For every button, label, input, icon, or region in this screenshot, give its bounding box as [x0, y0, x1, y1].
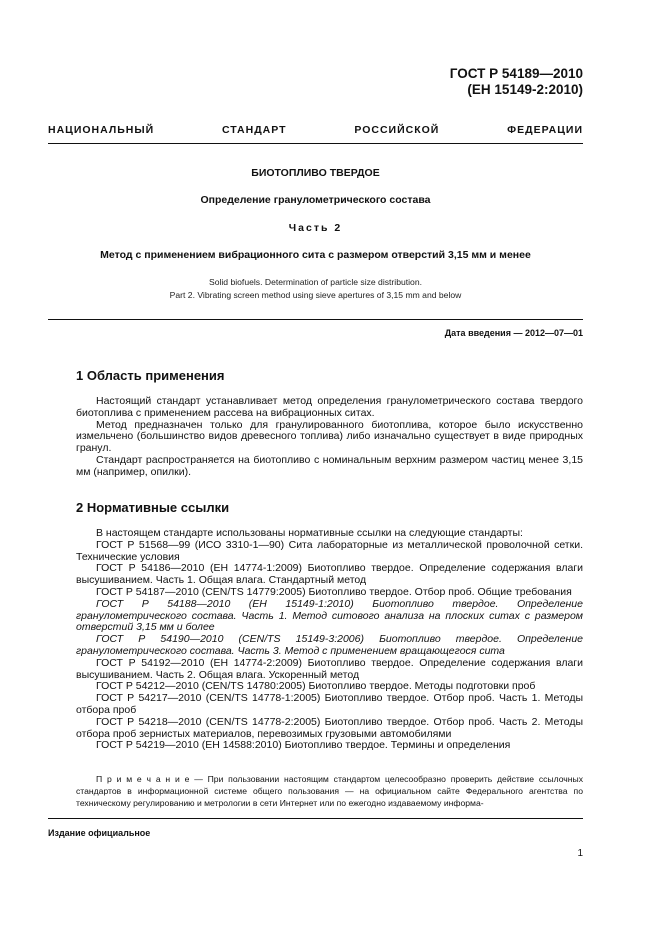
note-text: П р и м е ч а н и е — При пользовании настоящим стандартом целесообразно проверить действие ссылочных стандартов в информационной системе общего пользования — на официальном сайте Федерального агентства по техническому регулированию и метрологии в сети Интернет или по ежегодно издаваемому информа- — [76, 774, 583, 809]
reference-item: ГОСТ Р 54219—2010 (ЕН 14588:2010) Биотопливо твердое. Термины и определения — [96, 739, 511, 752]
doc-method: Метод с применением вибрационного сита с размером отверстий 3,15 мм и менее — [100, 249, 531, 261]
reference-item: ГОСТ Р 51568—99 (ИСО 3310-1—90) Сита лабораторные из металлической проволочной сетки. Технические условия — [76, 538, 583, 563]
doc-part: Часть 2 — [288, 222, 343, 234]
reference-item: ГОСТ Р 54218—2010 (CEN/TS 14778-2:2005) Биотопливо твердое. Отбор проб. Часть 2. Методы отбора проб зернистых материалов, перевозимых грузовыми автомобилями — [76, 715, 583, 740]
section-1-paragraph: Стандарт распространяется на биотопливо с номинальным верхним размером частиц менее 3,15 мм (например, опилки). — [76, 453, 583, 478]
section-1-paragraph: Метод предназначен только для гранулированного биотоплива, которое было искусственно измельчено (большинство видов древесного топлива) либо изначально существует в виде природных гранул. — [76, 418, 583, 455]
standard-code-line2: (ЕН 15149-2:2010) — [467, 82, 583, 97]
reference-item: ГОСТ Р 54188—2010 (ЕН 15149-1:2010) Биотопливо твердое. Определение гранулометрического состава. Часть 1. Метод ситового анализа на плоских ситах с размером отверстий 3,15 мм и более — [76, 597, 583, 634]
section-2-body — [76, 528, 583, 752]
reference-item: ГОСТ Р 54187—2010 (CEN/TS 14779:2005) Биотопливо твердое. Отбор проб. Общие требования — [96, 585, 572, 598]
divider-middle — [48, 319, 583, 320]
reference-item: ГОСТ Р 54190—2010 (CEN/TS 15149-3:2006) Биотопливо твердое. Определение гранулометрического состава. Часть 3. Метод с применением вращающегося сита — [76, 633, 583, 657]
standard-code-line1: ГОСТ Р 54189—2010 — [449, 66, 583, 81]
section-1-paragraph: Настоящий стандарт устанавливает метод определения гранулометрического состава твердого биотоплива с применением рассева на вибрационных ситах. — [76, 395, 583, 419]
section-2-heading: 2 Нормативные ссылки — [76, 500, 230, 515]
doc-subtitle: Определение гранулометрического состава — [200, 194, 431, 206]
doc-title: БИОТОПЛИВО ТВЕРДОЕ — [251, 167, 380, 179]
page-number: 1 — [577, 848, 583, 859]
standard-code — [450, 66, 583, 98]
section-2-intro: В настоящем стандарте использованы нормативные ссылки на следующие стандарты: — [96, 527, 523, 539]
english-title — [48, 276, 583, 301]
reference-item: ГОСТ Р 54186—2010 (ЕН 14774-1:2009) Биотопливо твердое. Определение содержания влаги высушиванием. Часть 1. Общая влага. Стандартный метод — [76, 562, 583, 587]
divider-bottom — [48, 818, 583, 819]
reference-item: ГОСТ Р 54217—2010 (CEN/TS 14778-1:2005) Биотопливо твердое. Отбор проб. Часть 1. Методы отбора проб — [76, 692, 583, 716]
section-1-body — [76, 396, 583, 479]
english-title-line2: Part 2. Vibrating screen method using sieve apertures of 3,15 mm and below — [169, 289, 462, 300]
english-title-line1: Solid biofuels. Determination of particle size distribution. — [208, 277, 423, 287]
official-edition-label: Издание официальное — [48, 828, 151, 838]
divider-top — [48, 143, 583, 144]
reference-item: ГОСТ Р 54192—2010 (ЕН 14774-2:2009) Биотопливо твердое. Определение содержания влаги высушиванием. Часть 2. Общая влага. Ускоренный метод — [76, 656, 583, 681]
reference-item: ГОСТ Р 54212—2010 (CEN/TS 14780:2005) Биотопливо твердое. Методы подготовки проб — [96, 680, 536, 693]
introduction-date: Дата введения — 2012—07—01 — [444, 328, 583, 338]
section-1-heading: 1 Область применения — [76, 368, 225, 383]
national-standard-banner: НАЦИОНАЛЬНЫЙ СТАНДАРТ РОССИЙСКОЙ ФЕДЕРАЦИИ — [48, 124, 583, 136]
